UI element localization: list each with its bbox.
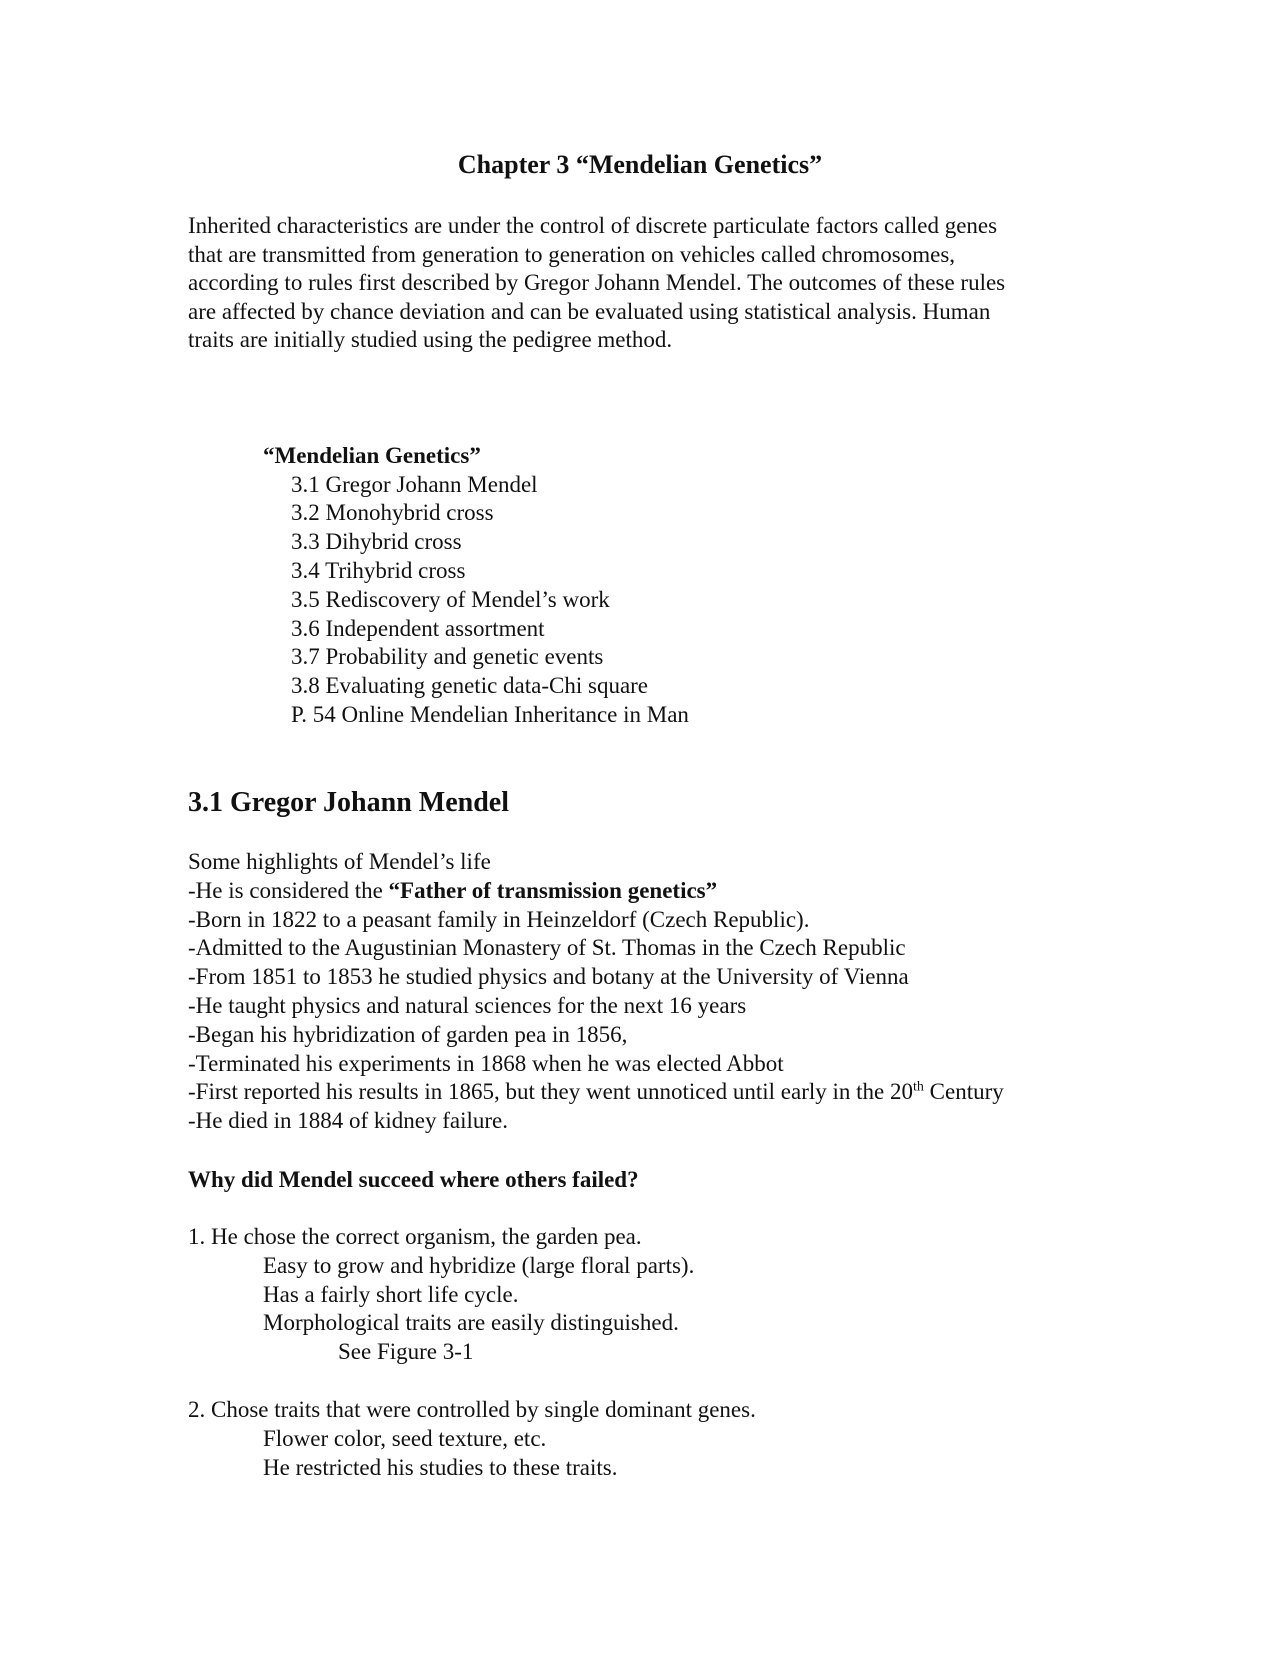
highlight-father-prefix: -He is considered the <box>188 877 389 903</box>
highlight-item: -Terminated his experiments in 1868 when he was elected Abbot <box>188 1050 784 1076</box>
outline-item: 3.1 Gregor Johann Mendel <box>291 471 538 497</box>
highlight-father-bold: “Father of transmission genetics” <box>388 877 718 903</box>
reason-main: 1. He chose the correct organism, the garden pea. <box>188 1224 642 1249</box>
outline-item: 3.2 Monohybrid cross <box>291 500 494 526</box>
outline-item: 3.5 Rediscovery of Mendel’s work <box>291 586 610 612</box>
highlight-item <box>188 877 1108 906</box>
highlight-item: -From 1851 to 1853 he studied physics and botany at the University of Vienna <box>188 964 909 990</box>
outline-item: 3.4 Trihybrid cross <box>291 557 466 583</box>
reason-1 <box>188 1223 1108 1367</box>
section-heading: 3.1 Gregor Johann Mendel <box>188 787 509 818</box>
intro-line: Inherited characteristics are under the control of discrete particulate factors called genes <box>188 213 998 238</box>
page-title: Chapter 3 “Mendelian Genetics” <box>457 150 823 179</box>
figure-reference: See Figure 3-1 <box>338 1339 474 1365</box>
why-heading: Why did Mendel succeed where others failed? <box>188 1167 639 1192</box>
intro-line: traits are initially studied using the pedigree method. <box>188 327 673 353</box>
highlight-item: -Born in 1822 to a peasant family in Heinzeldorf (Czech Republic). <box>188 906 810 932</box>
highlight-reported-suffix: Century <box>923 1079 1004 1105</box>
reason-detail: Flower color, seed texture, etc. <box>263 1425 547 1451</box>
highlight-item: -He died in 1884 of kidney failure. <box>188 1108 508 1134</box>
outline-list <box>263 471 963 730</box>
highlights-list <box>188 848 1108 1136</box>
highlight-item: -Admitted to the Augustinian Monastery of St. Thomas in the Czech Republic <box>188 935 906 961</box>
reason-detail: He restricted his studies to these traits. <box>263 1454 618 1480</box>
ordinal-superscript: th <box>913 1079 924 1095</box>
reason-detail: Has a fairly short life cycle. <box>263 1281 519 1307</box>
reason-main: 2. Chose traits that were controlled by single dominant genes. <box>188 1397 756 1422</box>
outline-item: 3.7 Probability and genetic events <box>291 644 604 670</box>
intro-line: are affected by chance deviation and can be evaluated using statistical analysis. Human <box>188 298 991 324</box>
outline-item: 3.8 Evaluating genetic data-Chi square <box>291 673 649 699</box>
reason-detail: Morphological traits are easily distinguished. <box>263 1310 679 1336</box>
highlight-item: -Began his hybridization of garden pea in 1856, <box>188 1021 628 1047</box>
highlight-reported-prefix: -First reported his results in 1865, but they went unnoticed until early in the 20 <box>188 1079 914 1105</box>
intro-line: according to rules first described by Gregor Johann Mendel. The outcomes of these rules <box>188 270 1006 296</box>
highlight-item <box>188 1078 1108 1107</box>
chapter-outline <box>263 442 963 730</box>
reason-2 <box>188 1396 1108 1482</box>
intro-line: that are transmitted from generation to generation on vehicles called chromosomes, <box>188 241 956 267</box>
outline-heading: “Mendelian Genetics” <box>263 443 481 468</box>
outline-item: 3.6 Independent assortment <box>291 615 545 641</box>
intro-paragraph <box>188 212 1108 355</box>
reason-detail: Easy to grow and hybridize (large floral parts). <box>263 1252 695 1278</box>
highlights-intro: Some highlights of Mendel’s life <box>188 849 491 874</box>
highlight-item: -He taught physics and natural sciences for the next 16 years <box>188 992 747 1018</box>
outline-item: P. 54 Online Mendelian Inheritance in Man <box>291 701 689 727</box>
outline-item: 3.3 Dihybrid cross <box>291 529 462 555</box>
